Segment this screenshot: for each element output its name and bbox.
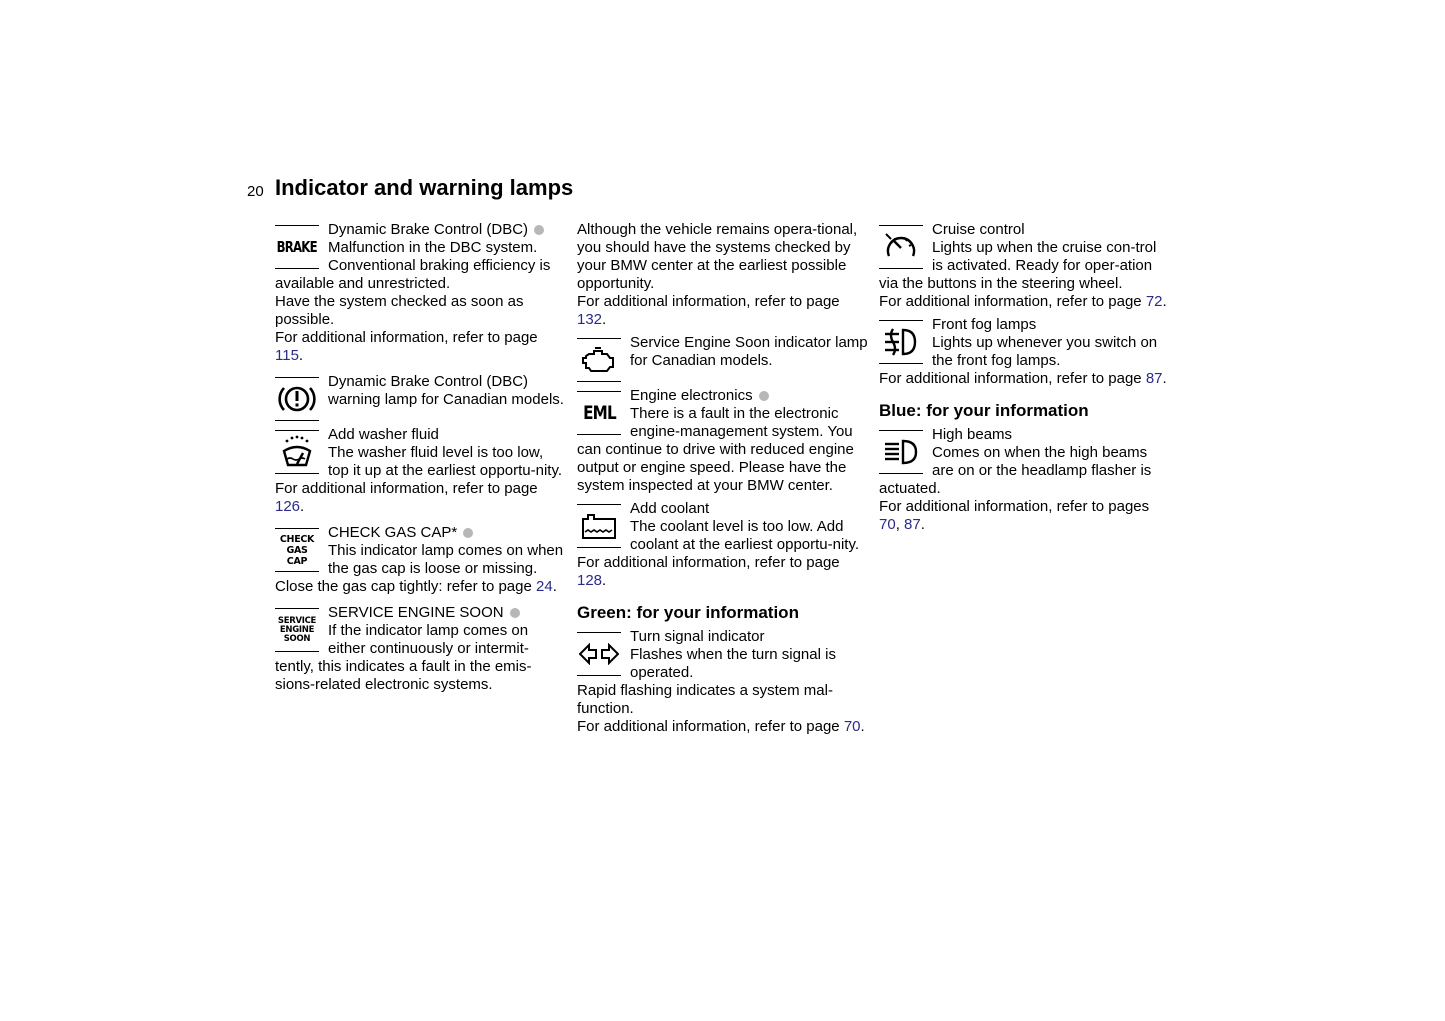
coolant-icon bbox=[577, 504, 621, 548]
page-link[interactable]: 87 bbox=[1145, 370, 1163, 387]
entry-title: Engine electronics bbox=[630, 387, 753, 404]
entry-turn-signal: Turn signal indicator Flashes when the turn signal is operated. Rapid flashing indicates a system mal-function. For additional information, refer to page 70. bbox=[577, 628, 865, 735]
page-link[interactable]: 87 bbox=[904, 516, 921, 533]
service-engine-soon-text-icon: SERVICE ENGINE SOON bbox=[275, 608, 319, 652]
entry-check-gas-cap: CHECK GAS CAP CHECK GAS CAP* This indicator lamp comes on when the gas cap is loose or missing. Close the gas cap tightly: refer to page 24. bbox=[275, 524, 564, 595]
section-heading-green: Green: for your information bbox=[577, 603, 799, 622]
column-1 bbox=[275, 221, 567, 699]
washer-fluid-icon bbox=[275, 430, 319, 474]
entry-high-beams: High beams Comes on when the high beams are on or the headlamp flasher is actuated. For additional information, refer to pages 70, 87. bbox=[879, 426, 1152, 533]
page-link[interactable]: 115 bbox=[275, 347, 299, 364]
availability-dot bbox=[759, 391, 769, 401]
column-2 bbox=[577, 221, 869, 741]
entry-title: Front fog lamps bbox=[932, 316, 1037, 333]
entry-title: Turn signal indicator bbox=[630, 628, 765, 645]
eml-text-icon: EML bbox=[577, 391, 621, 435]
page-link[interactable]: 70 bbox=[843, 718, 861, 735]
page-number: 20 bbox=[247, 183, 264, 200]
entry-title: Cruise control bbox=[932, 221, 1025, 238]
fog-lamp-icon bbox=[879, 320, 923, 364]
page-link[interactable]: 70 bbox=[879, 516, 896, 533]
brake-text-icon: BRAKE bbox=[275, 225, 319, 269]
entry-ses-continued: Although the vehicle remains opera-tional, you should have the systems checked by your BMW center at the earliest possible opportunity. For additional information, refer to page 132. bbox=[577, 221, 858, 328]
entry-title: CHECK GAS CAP* bbox=[328, 524, 458, 541]
section-heading-blue: Blue: for your information bbox=[879, 401, 1089, 420]
availability-dot bbox=[510, 608, 520, 618]
page-link[interactable]: 72 bbox=[1145, 293, 1163, 310]
availability-dot bbox=[463, 528, 473, 538]
availability-dot bbox=[534, 225, 544, 235]
high-beam-icon bbox=[879, 430, 923, 474]
page-link[interactable]: 128 bbox=[577, 572, 603, 589]
brake-warning-icon bbox=[275, 377, 319, 421]
entry-add-coolant: Add coolant The coolant level is too low. Add coolant at the earliest opportu-nity. For additional information, refer to page 128. bbox=[577, 500, 860, 589]
entry-title: SERVICE ENGINE SOON bbox=[328, 604, 504, 621]
entry-title: Add coolant bbox=[630, 500, 710, 517]
page-link[interactable]: 132 bbox=[577, 311, 603, 328]
column-3 bbox=[879, 221, 1171, 539]
check-engine-icon bbox=[577, 338, 621, 382]
page-link[interactable]: 126 bbox=[275, 498, 301, 515]
entry-front-fog-lamps: Front fog lamps Lights up whenever you switch on the front fog lamps. For additional information, refer to page 87. bbox=[879, 316, 1167, 387]
entry-title: Dynamic Brake Control (DBC) bbox=[328, 221, 529, 238]
turn-signal-icon bbox=[577, 632, 621, 676]
entry-dbc: BRAKE Dynamic Brake Control (DBC) Malfunction in the DBC system. Conventional braking efficiency is available and unrestricted. Have the system checked as soon as possible. For additional information, refer to page 115. bbox=[275, 221, 551, 364]
page-link[interactable]: 24 bbox=[536, 578, 553, 595]
entry-engine-electronics: EML Engine electronics There is a fault in the electronic engine-management system. You can continue to drive with reduced engine output or engine speed. Please have the system inspected at your BMW center. bbox=[577, 387, 854, 494]
entry-washer-fluid: Add washer fluid The washer fluid level is too low, top it up at the earliest opportu-nity. For additional information, refer to page 126. bbox=[275, 426, 563, 515]
page-title: Indicator and warning lamps bbox=[275, 175, 574, 200]
entry-ses-canada: Service Engine Soon indicator lamp for Canadian models. bbox=[577, 334, 869, 382]
entry-dbc-canada: Dynamic Brake Control (DBC) warning lamp for Canadian models. bbox=[275, 373, 567, 421]
entry-title: Add washer fluid bbox=[328, 426, 439, 443]
entry-service-engine-soon: SERVICE ENGINE SOON SERVICE ENGINE SOON If the indicator lamp comes on either continuously or intermit-tently, this indicates a fault in the emis-sions-related electronic systems. bbox=[275, 604, 532, 693]
cruise-control-icon bbox=[879, 225, 923, 269]
gas-cap-text-icon: CHECK GAS CAP bbox=[275, 528, 319, 572]
entry-title: High beams bbox=[932, 426, 1013, 443]
entry-cruise-control: Cruise control Lights up when the cruise con-trol is activated. Ready for oper-ation via the buttons in the steering wheel. For additional information, refer to page 72. bbox=[879, 221, 1167, 310]
